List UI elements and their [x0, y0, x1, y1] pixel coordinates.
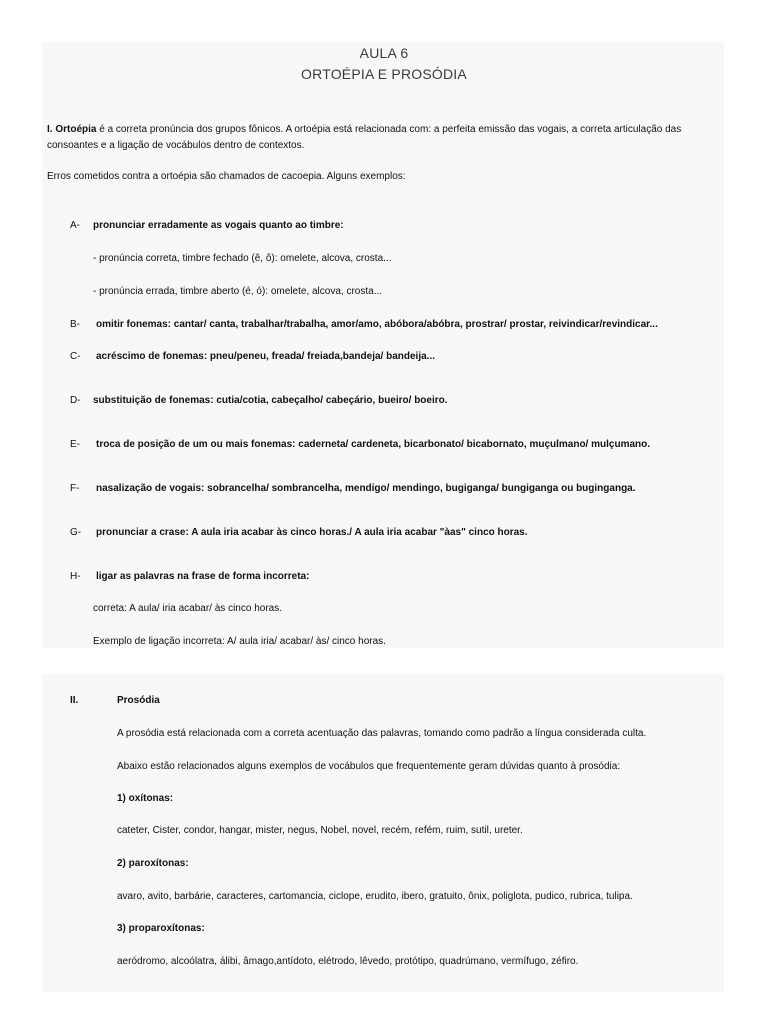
ortoepia-intro: Erros cometidos contra a ortoépia são chamados de cacoepia. Alguns exemplos: — [47, 171, 406, 182]
ortoepia-definition-text: é a correta pronúncia dos grupos fônicos. A ortoépia está relacionada com: a perfeita emissão das vogais, a correta articulação das consoantes e a ligação de vocábulos dentro de contextos. — [47, 124, 682, 151]
item-a-sub-correct: - pronúncia correta, timbre fechado (ê, ô): omelete, alcova, crosta... — [93, 253, 392, 264]
group-words-paroxitonas: avaro, avito, barbárie, caracteres, cartomancia, ciclope, erudito, ibero, gratuito, ônix, poliglota, pudico, rubrica, tulipa. — [117, 891, 633, 902]
item-text-c: acréscimo de fonemas: pneu/peneu, freada/ freiada,bandeja/ bandeija... — [96, 351, 435, 362]
item-letter-h: H- — [70, 571, 81, 582]
prosodia-para-1: A prosódia está relacionada com a correta acentuação das palavras, tomando como padrão a língua considerada culta. — [117, 728, 647, 739]
item-letter-d: D- — [70, 395, 81, 406]
item-text-a: pronunciar erradamente as vogais quanto ao timbre: — [93, 220, 344, 231]
ortoepia-heading: I. Ortoépia — [47, 124, 97, 135]
item-a-sub-wrong: - pronúncia errada, timbre aberto (é, ó): omelete, alcova, crosta... — [93, 286, 383, 297]
page-title: AULA 6 — [359, 45, 409, 61]
item-letter-a: A- — [70, 220, 80, 231]
item-text-d: substituição de fonemas: cutia/cotia, cabeçalho/ cabeçário, bueiro/ boeiro. — [93, 395, 448, 406]
item-letter-e: E- — [70, 439, 80, 450]
item-h-sub-correct: correta: A aula/ iria acabar/ às cinco horas. — [93, 603, 282, 614]
group-words-oxitonas: cateter, Cister, condor, hangar, mister, negus, Nobel, novel, recém, refém, ruim, sutil, ureter. — [117, 825, 523, 836]
item-text-g: pronunciar a crase: A aula iria acabar às cinco horas./ A aula iria acabar "àas" cinco horas. — [96, 527, 528, 538]
item-letter-f: F- — [70, 483, 80, 494]
group-label-paroxitonas: 2) paroxítonas: — [117, 858, 189, 869]
item-text-f: nasalização de vogais: sobrancelha/ sombrancelha, mendigo/ mendingo, bugiganga/ bungiganga ou buginganga. — [96, 483, 636, 494]
item-text-h: ligar as palavras na frase de forma incorreta: — [96, 571, 310, 582]
item-letter-g: G- — [70, 527, 82, 538]
group-label-oxitonas: 1) oxítonas: — [117, 793, 174, 804]
group-words-proparoxitonas: aeródromo, alcoólatra, álibi, âmago,antídoto, elétrodo, lêvedo, protótipo, quadrúmano, vermífugo, zéfiro. — [117, 956, 579, 967]
group-label-proparoxitonas: 3) proparoxítonas: — [117, 923, 205, 934]
page-subtitle: ORTOÉPIA E PROSÓDIA — [301, 66, 467, 82]
prosodia-para-2: Abaixo estão relacionados alguns exemplos de vocábulos que frequentemente geram dúvidas quanto à prosódia: — [117, 761, 621, 772]
item-letter-c: C- — [70, 351, 81, 362]
item-text-e: troca de posição de um ou mais fonemas: caderneta/ cardeneta, bicarbonato/ bicabornato, muçulmano/ mulçumano. — [96, 439, 651, 450]
item-text-b: omitir fonemas: cantar/ canta, trabalhar/trabalha, amor/amo, abóbora/abóbra, prostrar/ prostar, reivindicar/revindicar... — [96, 319, 658, 330]
item-letter-b: B- — [70, 319, 80, 330]
prosodia-heading: Prosódia — [117, 695, 160, 706]
ortoepia-definition — [47, 122, 722, 154]
item-h-sub-wrong: Exemplo de ligação incorreta: A/ aula iria/ acabar/ às/ cinco horas. — [93, 636, 386, 647]
prosodia-number: II. — [70, 695, 79, 706]
